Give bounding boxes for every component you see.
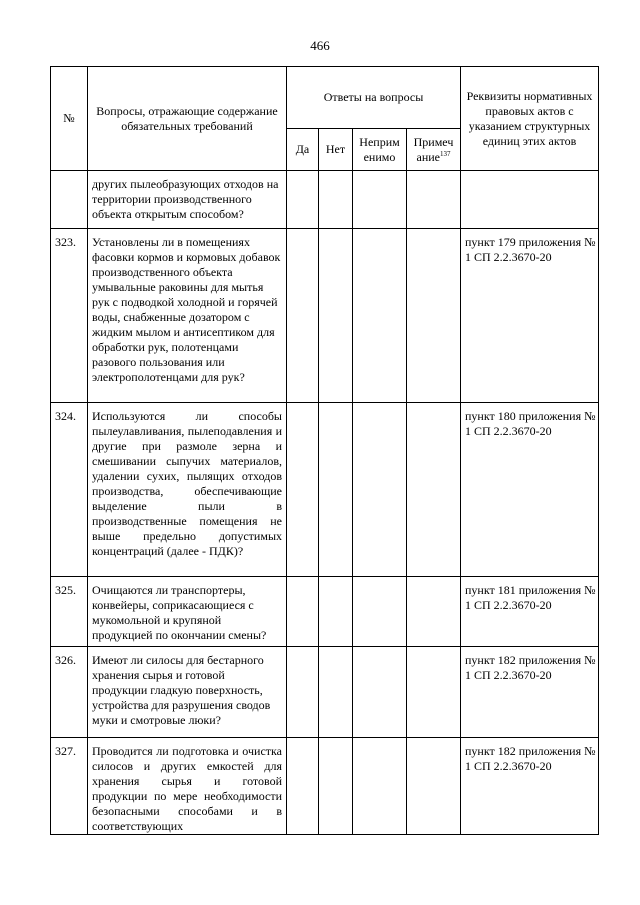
answer-na-cell[interactable]	[353, 738, 407, 835]
table-row	[51, 738, 599, 835]
col-header-yes: Да	[287, 129, 319, 171]
answer-note-cell[interactable]	[407, 171, 461, 229]
row-question: Установлены ли в помещениях фасовки кормов и кормовых добавок производственного объекта умывальные раковины для мытья рук с подводкой холодной и горячей воды, снабженные дозатором с жидким мылом и антисептиком для обработки рук, полотенцами разового пользования или электрополотенцами для рук?	[88, 229, 287, 403]
answer-note-cell[interactable]	[407, 647, 461, 738]
col-header-note	[407, 129, 461, 171]
answer-na-cell[interactable]	[353, 577, 407, 647]
answer-no-cell[interactable]	[319, 403, 353, 577]
requirements-table	[50, 66, 599, 835]
page-number: 466	[310, 38, 330, 53]
table-row	[51, 647, 599, 738]
row-requisite: пункт 182 приложения № 1 СП 2.2.3670-20	[461, 647, 599, 738]
note-label: Примеч ание	[413, 134, 454, 164]
answer-na-cell[interactable]	[353, 171, 407, 229]
note-footnote: 137	[440, 149, 451, 158]
row-requisite: пункт 182 приложения № 1 СП 2.2.3670-20	[461, 738, 599, 835]
row-question: Очищаются ли транспортеры, конвейеры, соприкасающиеся с мукомольной и крупяной продукцией по окончании смены?	[88, 577, 287, 647]
table-row	[51, 577, 599, 647]
answer-yes-cell[interactable]	[287, 229, 319, 403]
answer-no-cell[interactable]	[319, 738, 353, 835]
row-question: Имеют ли силосы для бестарного хранения сырья и готовой продукции гладкую поверхность, устройства для разрушения сводов муки и смотровые люки?	[88, 647, 287, 738]
table-row	[51, 171, 599, 229]
answer-yes-cell[interactable]	[287, 171, 319, 229]
header-row	[51, 67, 599, 129]
table-row	[51, 403, 599, 577]
row-requisite	[461, 171, 599, 229]
answer-na-cell[interactable]	[353, 647, 407, 738]
answer-yes-cell[interactable]	[287, 403, 319, 577]
col-header-questions: Вопросы, отражающие содержание обязательных требований	[88, 67, 287, 171]
row-requisite: пункт 180 приложения № 1 СП 2.2.3670-20	[461, 403, 599, 577]
answer-note-cell[interactable]	[407, 738, 461, 835]
col-header-not-applicable: Неприм енимо	[353, 129, 407, 171]
row-requisite: пункт 181 приложения № 1 СП 2.2.3670-20	[461, 577, 599, 647]
col-header-requisites: Реквизиты нормативных правовых актов с указанием структурных единиц этих актов	[461, 67, 599, 171]
row-number	[51, 171, 88, 229]
col-header-answers: Ответы на вопросы	[287, 67, 461, 129]
answer-no-cell[interactable]	[319, 229, 353, 403]
row-requisite: пункт 179 приложения № 1 СП 2.2.3670-20	[461, 229, 599, 403]
row-question: Используются ли способы пылеулавливания, пылеподавления и другие при размоле зерна и смешивании сыпучих материалов, удалении сухих, пылящих отходов производства, обеспечивающие выделение пыли в производственные помещения не выше предельно допустимых концентраций (далее - ПДК)?	[88, 403, 287, 577]
row-number: 326.	[51, 647, 88, 738]
row-number: 324.	[51, 403, 88, 577]
table-row	[51, 229, 599, 403]
answer-na-cell[interactable]	[353, 403, 407, 577]
answer-note-cell[interactable]	[407, 403, 461, 577]
answer-yes-cell[interactable]	[287, 577, 319, 647]
col-header-number: №	[51, 67, 88, 171]
col-header-no: Нет	[319, 129, 353, 171]
answer-no-cell[interactable]	[319, 647, 353, 738]
row-question: Проводится ли подготовка и очистка силосов и других емкостей для хранения сырья и готовой продукции по мере необходимости безопасными способами и в соответствующих	[88, 738, 287, 835]
answer-note-cell[interactable]	[407, 577, 461, 647]
answer-yes-cell[interactable]	[287, 738, 319, 835]
answer-no-cell[interactable]	[319, 577, 353, 647]
answer-na-cell[interactable]	[353, 229, 407, 403]
answer-note-cell[interactable]	[407, 229, 461, 403]
answer-yes-cell[interactable]	[287, 647, 319, 738]
row-question: других пылеобразующих отходов на территории производственного объекта открытым способом?	[88, 171, 287, 229]
answer-no-cell[interactable]	[319, 171, 353, 229]
row-number: 325.	[51, 577, 88, 647]
row-number: 327.	[51, 738, 88, 835]
row-number: 323.	[51, 229, 88, 403]
